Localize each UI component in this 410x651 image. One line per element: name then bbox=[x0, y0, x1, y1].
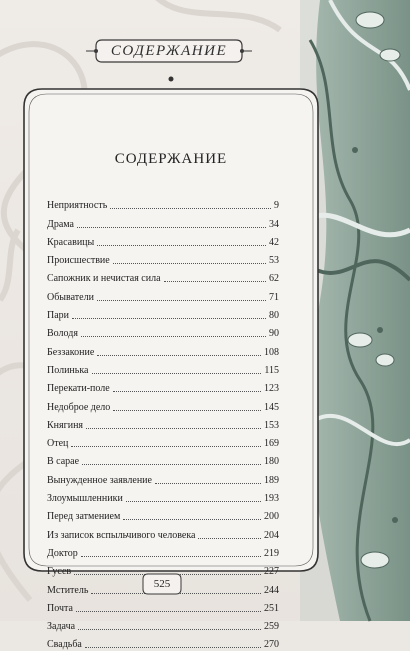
toc-entry bbox=[47, 487, 279, 505]
toc-entry bbox=[47, 285, 279, 303]
toc-entry-page: 115 bbox=[264, 364, 279, 376]
toc-entry bbox=[47, 231, 279, 249]
toc-entry bbox=[47, 468, 279, 486]
toc-entry bbox=[47, 359, 279, 377]
toc-entry-leader-dots bbox=[97, 300, 266, 301]
toc-entry-title: Неприятность bbox=[47, 200, 108, 212]
toc-entry-leader-dots bbox=[110, 208, 271, 209]
toc-entry-title: Перед затмением bbox=[47, 511, 121, 523]
toc-entry bbox=[47, 505, 279, 523]
header-banner bbox=[92, 36, 246, 66]
toc-entry bbox=[47, 212, 279, 230]
toc-entry-leader-dots bbox=[92, 373, 262, 374]
toc-entry-title: Обыватели bbox=[47, 291, 94, 303]
toc-entry-leader-dots bbox=[81, 556, 261, 557]
toc-entry-title: Пари bbox=[47, 310, 70, 322]
toc-entry-leader-dots bbox=[78, 629, 261, 630]
toc-entry-page: 53 bbox=[269, 255, 279, 267]
toc-entry-title: Перекати-поле bbox=[47, 383, 110, 395]
toc-entry-title: Красавицы bbox=[47, 236, 95, 248]
toc-entry-leader-dots bbox=[86, 428, 261, 429]
toc-entry-title: Вынужденное заявление bbox=[47, 474, 152, 486]
toc-entry bbox=[47, 304, 279, 322]
toc-entry-title: Сапожник и нечистая сила bbox=[47, 273, 161, 285]
toc-entry-page: 80 bbox=[269, 310, 279, 322]
toc-entry-title: Свадьба bbox=[47, 639, 82, 651]
toc-entry-page: 259 bbox=[264, 621, 279, 633]
toc-entry-page: 219 bbox=[264, 547, 279, 559]
toc-entry bbox=[47, 414, 279, 432]
toc-entry-title: Драма bbox=[47, 218, 74, 230]
toc-entry-page: 204 bbox=[264, 529, 279, 541]
toc-entry-page: 62 bbox=[269, 273, 279, 285]
toc-entry-leader-dots bbox=[82, 464, 261, 465]
toc-entry-title: Княгиня bbox=[47, 419, 84, 431]
toc-entry bbox=[47, 450, 279, 468]
toc-entry bbox=[47, 377, 279, 395]
toc-heading: СОДЕРЖАНИЕ bbox=[114, 151, 228, 167]
toc-entry-page: 189 bbox=[264, 474, 279, 486]
toc-entry-leader-dots bbox=[123, 519, 261, 520]
toc-entry-page: 123 bbox=[264, 383, 279, 395]
toc-entry bbox=[47, 542, 279, 560]
toc-entry-leader-dots bbox=[85, 647, 261, 648]
toc-entry-leader-dots bbox=[71, 446, 261, 447]
toc-entry-page: 251 bbox=[264, 602, 279, 614]
toc-entry-leader-dots bbox=[113, 410, 261, 411]
toc-entry-title: Задача bbox=[47, 621, 76, 633]
toc-entry bbox=[47, 194, 279, 212]
toc-entry-page: 9 bbox=[274, 200, 279, 212]
toc-entry bbox=[47, 340, 279, 358]
header-title: СОДЕРЖАНИЕ bbox=[110, 42, 228, 59]
toc-entry-leader-dots bbox=[113, 263, 266, 264]
toc-entry-title: Отец bbox=[47, 438, 69, 450]
toc-entry bbox=[47, 267, 279, 285]
toc-entry-page: 108 bbox=[264, 346, 279, 358]
toc-entry-title: Почта bbox=[47, 602, 73, 614]
toc-entry-title: Беззаконие bbox=[47, 346, 95, 358]
toc-entry-title: Володя bbox=[47, 328, 78, 340]
toc-entry-leader-dots bbox=[97, 355, 261, 356]
toc-entry bbox=[47, 597, 279, 615]
toc-entry-leader-dots bbox=[97, 245, 266, 246]
toc-entry-leader-dots bbox=[155, 483, 261, 484]
toc-entry-page: 153 bbox=[264, 419, 279, 431]
toc-entry bbox=[47, 432, 279, 450]
toc-entry bbox=[47, 633, 279, 651]
toc-entry bbox=[47, 395, 279, 413]
toc-entry-page: 90 bbox=[269, 328, 279, 340]
toc-entry-page: 200 bbox=[264, 511, 279, 523]
toc-entry-page: 244 bbox=[264, 584, 279, 596]
toc-entry-page: 180 bbox=[264, 456, 279, 468]
toc-entry-leader-dots bbox=[81, 336, 266, 337]
toc-entry-title: Недоброе дело bbox=[47, 401, 111, 413]
toc-entry-page: 193 bbox=[264, 493, 279, 505]
toc-entry-page: 227 bbox=[264, 566, 279, 578]
toc-entry-title: В сарае bbox=[47, 456, 80, 468]
toc-entry-page: 270 bbox=[264, 639, 279, 651]
toc-entry bbox=[47, 523, 279, 541]
toc-entry bbox=[47, 322, 279, 340]
toc-entry-page: 145 bbox=[264, 401, 279, 413]
toc-entry-title: Доктор bbox=[47, 547, 78, 559]
toc-entry-leader-dots bbox=[198, 538, 261, 539]
toc-entry-leader-dots bbox=[76, 611, 261, 612]
toc-entry-title: Гусев bbox=[47, 566, 72, 578]
toc-entry-page: 169 bbox=[264, 438, 279, 450]
page-number: 525 bbox=[153, 578, 171, 590]
toc-entry-title: Злоумышленники bbox=[47, 493, 123, 505]
toc-entry-title: Полинька bbox=[47, 364, 89, 376]
toc-entry-title: Мститель bbox=[47, 584, 89, 596]
toc-entry-page: 34 bbox=[269, 218, 279, 230]
toc-entry bbox=[47, 249, 279, 267]
toc-entry bbox=[47, 615, 279, 633]
toc-entry-leader-dots bbox=[77, 227, 266, 228]
toc-entry-title: Из записок вспыльчивого человека bbox=[47, 529, 196, 541]
toc-entry-title: Происшествие bbox=[47, 255, 110, 267]
toc-entry-leader-dots bbox=[72, 318, 266, 319]
toc-entry-leader-dots bbox=[113, 391, 261, 392]
toc-entry-leader-dots bbox=[126, 501, 261, 502]
toc-entry-page: 42 bbox=[269, 236, 279, 248]
toc-entry-leader-dots bbox=[164, 281, 266, 282]
toc-entry-page: 71 bbox=[269, 291, 279, 303]
